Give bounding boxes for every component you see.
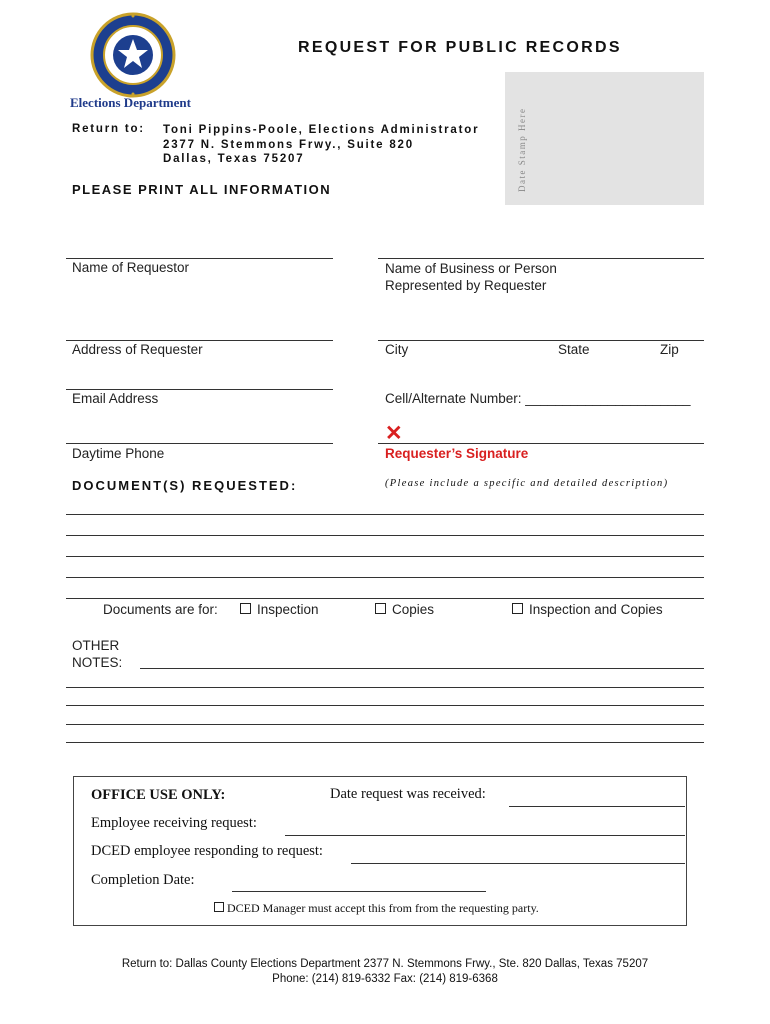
requestor-name-line[interactable] xyxy=(66,258,333,259)
office-use-box xyxy=(73,776,687,926)
date-stamp-label: Date Stamp Here xyxy=(517,107,527,192)
business-label-line: Name of Business or Person xyxy=(385,261,557,276)
state-label: State xyxy=(558,342,590,357)
date-stamp-box xyxy=(505,72,704,205)
return-to-line: Toni Pippins-Poole, Elections Administrator xyxy=(163,124,480,136)
signature-line[interactable] xyxy=(378,443,704,444)
manager-accept-checkbox[interactable] xyxy=(214,902,224,912)
zip-label: Zip xyxy=(660,342,679,357)
other-notes-label-line: NOTES: xyxy=(72,655,123,670)
completion-date-line[interactable] xyxy=(232,891,486,892)
manager-accept-option[interactable] xyxy=(214,901,539,916)
employee-receiving-label: Employee receiving request: xyxy=(91,815,257,831)
footer-phone: Phone: (214) 819-6332 Fax: (214) 819-6368 xyxy=(272,973,498,985)
completion-date-label: Completion Date: xyxy=(91,872,195,888)
other-notes-label xyxy=(72,637,122,671)
county-seal-logo xyxy=(90,12,176,98)
inspection-and-copies-option[interactable] xyxy=(512,602,663,617)
date-received-label: Date request was received: xyxy=(330,786,486,802)
page-title: REQUEST FOR PUBLIC RECORDS xyxy=(298,39,622,56)
return-to-label: Return to: xyxy=(72,123,145,135)
address-label: Address of Requester xyxy=(72,342,203,357)
inspection-checkbox[interactable] xyxy=(240,603,251,614)
inspection-option[interactable] xyxy=(240,602,319,617)
cell-number-label[interactable]: Cell/Alternate Number: ______________________ xyxy=(385,391,691,406)
notes-line[interactable] xyxy=(140,668,704,669)
daytime-phone-label: Daytime Phone xyxy=(72,446,165,461)
documents-line[interactable] xyxy=(66,556,704,557)
dced-responding-line[interactable] xyxy=(351,863,685,864)
documents-description-note: (Please include a specific and detailed description) xyxy=(385,478,669,489)
documents-for-label: Documents are for: xyxy=(103,602,218,617)
signature-x-icon: ✕ xyxy=(385,422,403,445)
business-label-line: Represented by Requester xyxy=(385,278,547,293)
business-name-label xyxy=(385,260,557,294)
date-received-line[interactable] xyxy=(509,806,685,807)
department-name: Elections Department xyxy=(70,95,191,110)
address-line[interactable] xyxy=(66,340,333,341)
city-state-zip-line[interactable] xyxy=(378,340,704,341)
footer-address: Return to: Dallas County Elections Department 2377 N. Stemmons Frwy., Ste. 820 Dallas, Texas 75207 xyxy=(121,958,649,970)
daytime-phone-line[interactable] xyxy=(66,443,333,444)
signature-label: Requester’s Signature xyxy=(385,446,529,461)
email-line[interactable] xyxy=(66,389,333,390)
email-label: Email Address xyxy=(72,391,159,406)
inspection-and-copies-checkbox[interactable] xyxy=(512,603,523,614)
documents-line[interactable] xyxy=(66,514,704,515)
office-use-heading: OFFICE USE ONLY: xyxy=(91,787,226,803)
notes-line[interactable] xyxy=(66,705,704,706)
city-label: City xyxy=(385,342,409,357)
dced-responding-label: DCED employee responding to request: xyxy=(91,843,323,859)
business-name-line[interactable] xyxy=(378,258,704,259)
return-to-address xyxy=(163,123,479,167)
requestor-name-label: Name of Requestor xyxy=(72,260,190,275)
copies-option-label: Copies xyxy=(392,602,435,617)
documents-line[interactable] xyxy=(66,577,704,578)
notes-line[interactable] xyxy=(66,724,704,725)
return-to-line: Dallas, Texas 75207 xyxy=(163,153,305,165)
copies-option[interactable] xyxy=(375,602,434,617)
notes-line[interactable] xyxy=(66,742,704,743)
other-notes-label-line: OTHER xyxy=(72,638,120,653)
copies-checkbox[interactable] xyxy=(375,603,386,614)
inspection-and-copies-label: Inspection and Copies xyxy=(529,602,663,617)
print-instructions: PLEASE PRINT ALL INFORMATION xyxy=(72,182,332,197)
documents-line[interactable] xyxy=(66,535,704,536)
manager-accept-label: DCED Manager must accept this from from the requesting party. xyxy=(227,901,539,915)
notes-line[interactable] xyxy=(66,687,704,688)
return-to-line: 2377 N. Stemmons Frwy., Suite 820 xyxy=(163,138,414,151)
documents-line[interactable] xyxy=(66,598,704,599)
inspection-option-label: Inspection xyxy=(257,602,319,617)
employee-receiving-line[interactable] xyxy=(285,835,685,836)
documents-heading: DOCUMENT(S) REQUESTED: xyxy=(72,478,298,493)
